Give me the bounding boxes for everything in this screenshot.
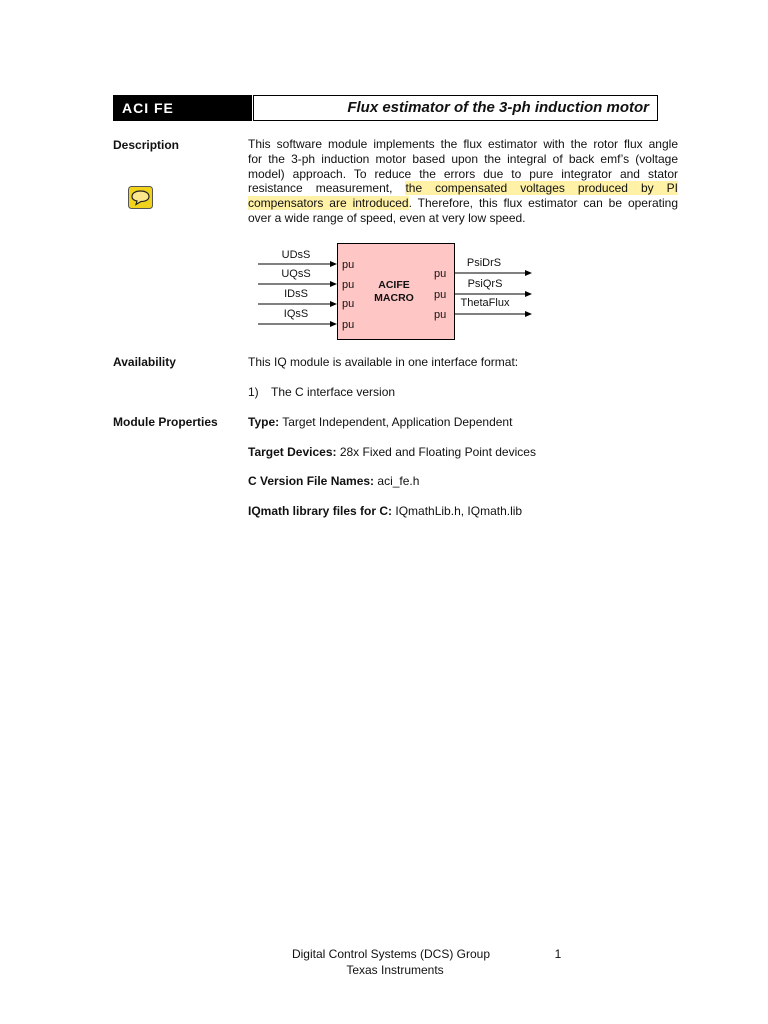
description-text: resistance measurement, — [248, 181, 406, 196]
module-name-bar — [113, 95, 252, 121]
block-name-line1: ACIFE — [378, 279, 410, 291]
description-line — [248, 137, 678, 152]
description-line — [248, 181, 678, 196]
output-arrowhead — [525, 291, 532, 297]
input-unit: pu — [342, 259, 355, 271]
module-title-box — [253, 95, 658, 121]
page-number: 1 — [554, 947, 562, 961]
property-key: Target Devices: — [248, 445, 337, 459]
highlighted-text[interactable]: compensators are introduced — [248, 196, 409, 211]
property-key: IQmath library files for C: — [248, 504, 393, 518]
input-arrowhead — [330, 261, 337, 267]
property-value: 28x Fixed and Floating Point devices — [339, 445, 536, 459]
output-label-psidrs: PsiDrS — [466, 257, 502, 269]
availability-text: This IQ module is available in one interface format: — [248, 355, 519, 369]
description-line — [248, 152, 678, 167]
output-arrowhead — [525, 270, 532, 276]
availability-item-number: 1) — [248, 385, 259, 399]
description-line — [248, 167, 678, 182]
module-properties-label: Module Properties — [113, 415, 218, 429]
property-value: aci_fe.h — [377, 474, 420, 488]
input-arrow-idss — [258, 301, 337, 307]
property-type — [248, 415, 678, 429]
output-arrow-psidrs — [454, 270, 532, 276]
highlighted-text[interactable]: the compensated voltages produced by PI — [405, 181, 678, 196]
input-arrowhead — [330, 301, 337, 307]
block-name-line2: MACRO — [374, 292, 414, 304]
module-title: Flux estimator of the 3-ph induction motor — [347, 99, 649, 116]
comment-icon[interactable] — [128, 186, 153, 209]
input-arrow-uqss — [258, 281, 337, 287]
output-label-psiqrs: PsiQrS — [467, 278, 503, 290]
output-arrowhead — [525, 311, 532, 317]
input-unit: pu — [342, 319, 355, 331]
description-line — [248, 211, 678, 226]
description-label: Description — [113, 138, 180, 152]
property-target-devices — [248, 445, 678, 459]
availability-item — [248, 385, 678, 399]
description-text: over a wide range of speed, even at very low speed. — [248, 210, 526, 225]
input-unit: pu — [342, 279, 355, 291]
footer-group: Digital Control Systems (DCS) Group — [291, 947, 491, 961]
output-unit: pu — [434, 268, 447, 280]
description-text: for the 3-ph induction motor based upon the integral of back emf’s (voltage — [248, 151, 678, 166]
property-file-names — [248, 474, 678, 488]
availability-label: Availability — [113, 355, 176, 369]
output-unit: pu — [434, 309, 447, 321]
footer-company: Texas Instruments — [346, 963, 444, 977]
description-line — [248, 196, 678, 211]
availability-item-text: The C interface version — [271, 385, 396, 399]
input-unit: pu — [342, 298, 355, 310]
description-text: model) approach. To reduce the errors due to pure integrator and stator — [248, 166, 678, 181]
input-label-idss: IDsS — [284, 288, 308, 300]
description-text: . Therefore, this flux estimator can be operating — [408, 196, 678, 211]
input-arrowhead — [330, 281, 337, 287]
input-arrowhead — [330, 321, 337, 327]
output-arrow-thetaflux — [454, 311, 532, 317]
description-paragraph — [248, 137, 678, 226]
comment-icon-graphic — [128, 186, 153, 209]
description-text: This software module implements the flux estimator with the rotor flux angle — [248, 137, 678, 151]
property-iqmath-files — [248, 504, 678, 518]
output-unit: pu — [434, 289, 447, 301]
block-diagram — [250, 240, 540, 346]
property-key: C Version File Names: — [248, 474, 375, 488]
input-arrow-iqss — [258, 321, 337, 327]
property-key: Type: — [248, 415, 280, 429]
input-label-iqss: IQsS — [283, 308, 309, 320]
input-arrow-udss — [258, 261, 337, 267]
property-value: IQmathLib.h, IQmath.lib — [395, 504, 523, 518]
input-label-udss: UDsS — [281, 249, 311, 261]
input-label-uqss: UQsS — [281, 268, 311, 280]
module-name: ACI FE — [122, 100, 174, 116]
property-value: Target Independent, Application Dependent — [282, 415, 513, 429]
output-label-thetaflux: ThetaFlux — [460, 297, 510, 309]
